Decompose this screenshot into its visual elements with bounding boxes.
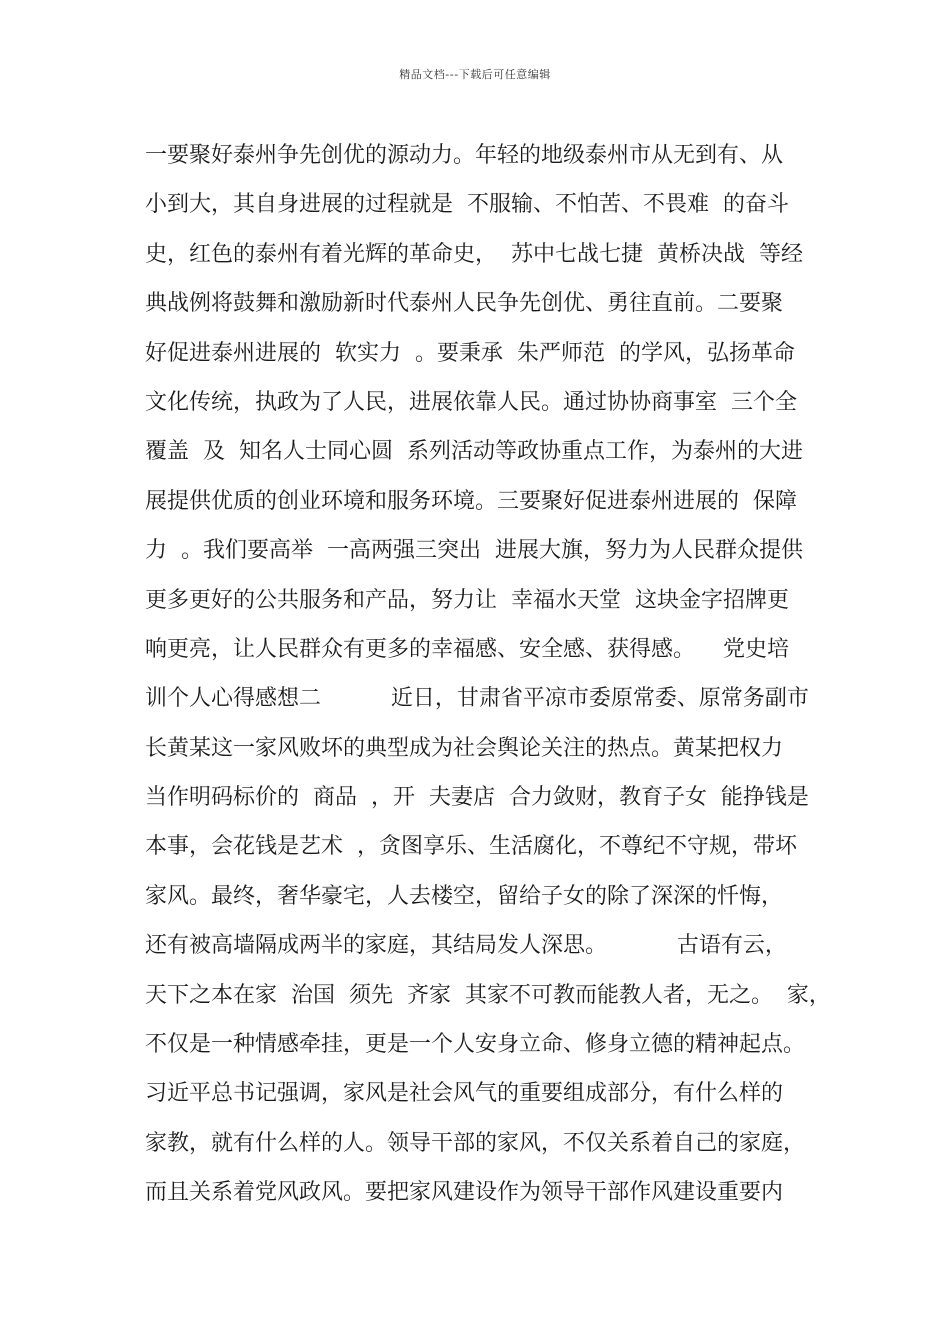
text-line: 小到大，其自身进展的过程就是 不服输、不怕苦、不畏难 的奋斗 bbox=[145, 192, 789, 218]
text-line: 一要聚好泰州争先创优的源动力。年轻的地级泰州市从无到有、从 bbox=[145, 143, 784, 168]
text-line: 更多更好的公共服务和产品，努力让 幸福水天堂 这块金字招牌更 bbox=[145, 587, 789, 613]
text-line: 展提供优质的创业环境和服务环境。三要聚好促进泰州进展的 保障 bbox=[145, 488, 797, 514]
text-line: 天下之本在家 治国 须先 齐家 其家不可教而能教人者，无之。 家， bbox=[145, 982, 831, 1008]
text-line: 史，红色的泰州有着光辉的革命史， 苏中七战七捷 黄桥决战 等经 bbox=[145, 241, 803, 267]
text-line: 响更亮，让人民群众有更多的幸福感、安全感、获得感。 党史培 bbox=[145, 636, 789, 662]
text-line: 好促进泰州进展的 软实力 。要秉承 朱严师范 的学风，弘扬革命 bbox=[145, 340, 795, 366]
text-line: 力 。我们要高举 一高两强三突出 进展大旗，努力为人民群众提供 bbox=[145, 538, 803, 564]
text-line: 文化传统，执政为了人民，进展依靠人民。通过协协商事室 三个全 bbox=[145, 389, 797, 415]
text-line: 本事，会花钱是艺术 ，贪图享乐、生活腐化，不尊纪不守规，带坏 bbox=[145, 834, 797, 860]
text-line: 还有被高墙隔成两半的家庭，其结局发人深思。 古语有云， bbox=[145, 933, 787, 959]
text-line: 训个人心得感想二 近日，甘肃省平凉市委原常委、原常务副市 bbox=[145, 686, 809, 712]
page-header: 精品文档---下载后可任意编辑 bbox=[399, 68, 551, 81]
text-line: 习近平总书记强调，家风是社会风气的重要组成部分，有什么样的 bbox=[145, 1081, 784, 1107]
text-line: 家风。最终，奢华豪宅，人去楼空，留给子女的除了深深的忏悔， bbox=[145, 883, 784, 909]
text-line: 不仅是一种情感牵挂，更是一个人安身立命、修身立德的精神起点。 bbox=[145, 1032, 806, 1058]
text-line: 当作明码标价的 商品 ，开 夫妻店 合力敛财，教育子女 能挣钱是 bbox=[145, 785, 809, 811]
text-line: 家教，就有什么样的人。领导干部的家风，不仅关系着自己的家庭， bbox=[145, 1130, 806, 1156]
text-line: 典战例将鼓舞和激励新时代泰州人民争先创优、勇往直前。二要聚 bbox=[145, 291, 784, 317]
text-line: 而且关系着党风政风。要把家风建设作为领导干部作风建设重要内 bbox=[145, 1180, 784, 1206]
text-line: 长黄某这一家风败坏的典型成为社会舆论关注的热点。黄某把权力 bbox=[145, 735, 784, 761]
text-line: 覆盖 及 知名人士同心圆 系列活动等政协重点工作，为泰州的大进 bbox=[145, 439, 803, 465]
document-body bbox=[145, 131, 835, 1218]
